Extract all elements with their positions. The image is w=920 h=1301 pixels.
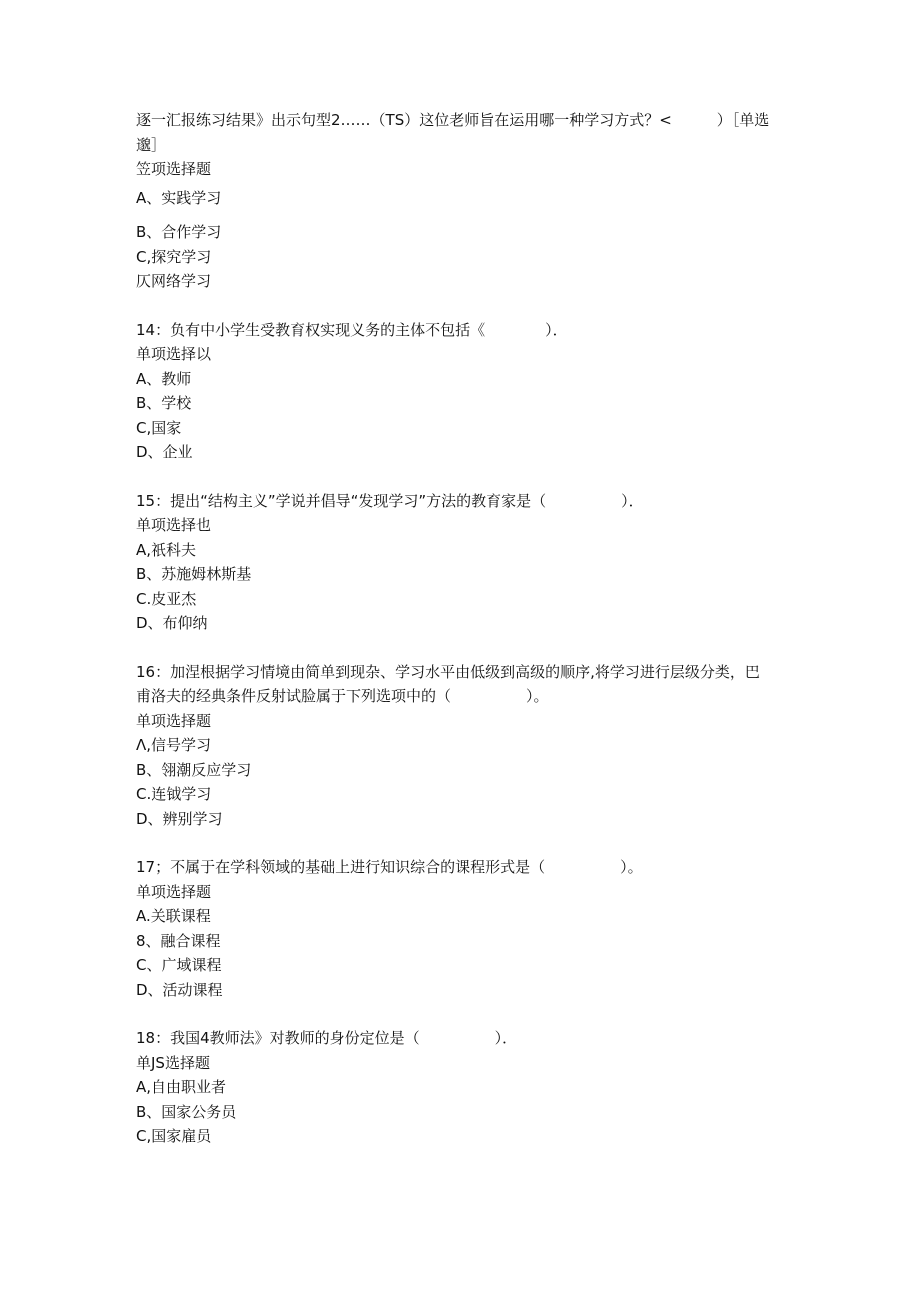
option: D、辨别学习 [136, 809, 223, 828]
question-block [136, 108, 786, 294]
document-page [136, 108, 786, 1149]
question-block [136, 318, 786, 465]
question-block [136, 1026, 786, 1149]
option: D、布仰纳 [136, 614, 208, 632]
option: C.皮亚杰 [136, 589, 197, 608]
question-stem-line: 邈］ [136, 135, 167, 154]
question-type: 单项选择也 [136, 516, 212, 534]
option: B、学校 [136, 394, 192, 412]
question-type: 单项选择题 [136, 882, 212, 901]
question-stem-line: 17；不属于在学科领域的基础上进行知识综合的课程形式是（ ）。 [136, 858, 643, 876]
option: C,探究学习 [136, 247, 212, 266]
question-type: 单JS选择题 [136, 1053, 210, 1072]
option: A、教师 [136, 369, 192, 388]
question-block [136, 660, 786, 832]
question-stem-line: 甫洛夫的经典条件反射试脸属于下列选项中的（ ）。 [136, 687, 549, 705]
question-type: 单项选择题 [136, 711, 212, 730]
option: A.关联课程 [136, 907, 211, 925]
question-stem-line: 15：提出“结构主义”学说并倡导“发现学习”方法的教育家是（ ）． [136, 491, 644, 510]
question-stem-line: 16：加涅根据学习情境由简单到现杂、学习水平由低级到高级的顺序,将学习进行层级分类，巴 [136, 662, 760, 681]
option: C.连钺学习 [136, 785, 212, 803]
option: C,国家雇员 [136, 1127, 212, 1145]
option: A,祇科夫 [136, 540, 197, 559]
question-block [136, 489, 786, 636]
option: 8、融合课程 [136, 931, 221, 950]
question-type: 单项选择以 [136, 345, 212, 363]
option: D、活动课程 [136, 980, 223, 999]
option: A,自由职业者 [136, 1078, 227, 1096]
option: 仄网络学习 [136, 272, 212, 290]
question-block [136, 855, 786, 1002]
option: B、国家公务员 [136, 1102, 237, 1121]
option: B、翎潮反应学习 [136, 760, 252, 779]
question-type: 笠项选择题 [136, 160, 212, 178]
question-stem-line: 逐一汇报练习结果》出示句型2……（TS）这位老师旨在运用哪一种学习方式？< ）［单选 [136, 111, 770, 129]
option: D、企业 [136, 443, 193, 461]
option: Λ,信号学习 [136, 736, 212, 754]
option: B、苏施姆林斯基 [136, 565, 252, 583]
option: C、广域课程 [136, 956, 222, 974]
option: C,国家 [136, 418, 182, 437]
question-stem-line: 18：我国4教师法》对教师的身份定位是（ ）． [136, 1029, 518, 1047]
question-stem-line: 14：负有中小学生受教育权实现义务的主体不包括《 ）． [136, 320, 568, 339]
option: A、实践学习 [136, 188, 222, 207]
option: B、合作学习 [136, 223, 222, 241]
